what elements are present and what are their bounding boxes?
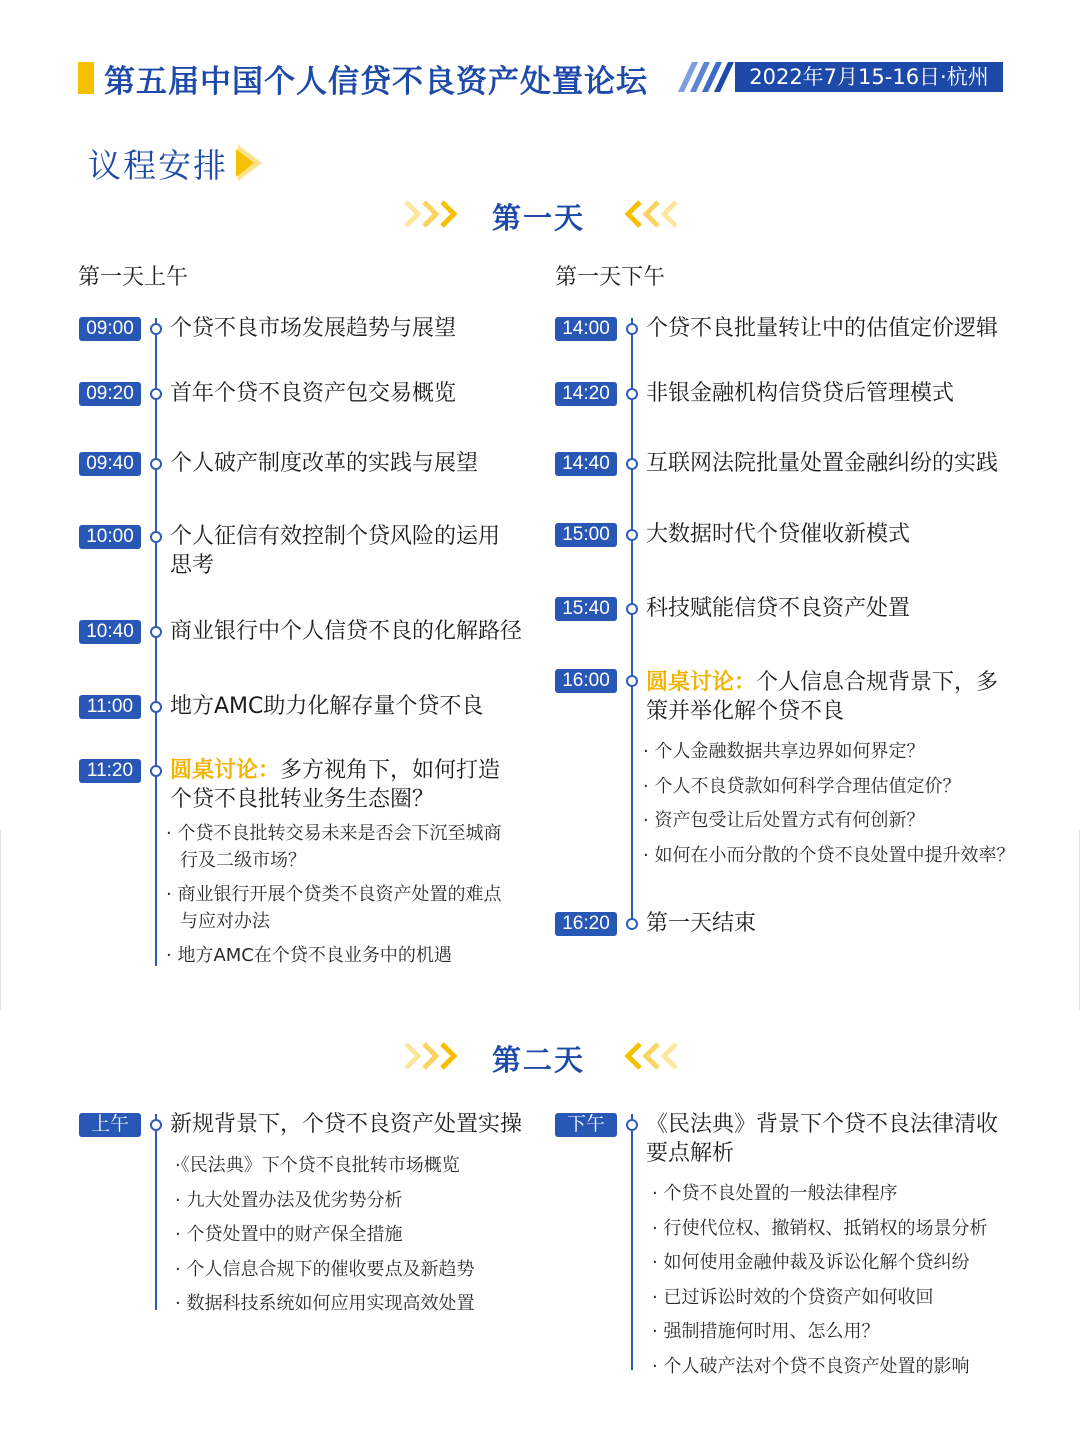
- time-badge: 16:00: [555, 669, 617, 693]
- day1-morning-timeline: [155, 318, 157, 966]
- agenda-item: 第一天结束: [646, 911, 757, 936]
- agenda-item: 商业银行中个人信贷不良的化解路径: [170, 619, 523, 644]
- subtopic: · 个贷不良处置的一般法律程序: [652, 1183, 898, 1204]
- agenda-item-line: 要点解析: [646, 1141, 735, 1166]
- roundtable-item: [646, 668, 998, 726]
- subtopic: · 如何使用金融仲裁及诉讼化解个贷纠纷: [652, 1252, 970, 1273]
- time-badge: 10:40: [79, 620, 141, 644]
- day2-title: 第二天: [492, 1043, 586, 1077]
- roundtable-topic-line: 策并举化解个贷不良: [646, 699, 845, 724]
- subtopic: · 个贷不良批转交易未来是否会下沉至城商: [166, 823, 502, 844]
- timeline-dot: [626, 1119, 638, 1131]
- roundtable-topic-line: 个贷不良批转业务生态圈？: [170, 787, 435, 812]
- timeline-dot: [626, 918, 638, 930]
- timeline-dot: [150, 1119, 162, 1131]
- subtopic-list: [175, 1149, 474, 1322]
- timeline-dot: [626, 458, 638, 470]
- timeline-dot: [626, 603, 638, 615]
- agenda-item-line: 《民法典》背景下个贷不良法律清收: [646, 1112, 999, 1137]
- agenda-item: 互联网法院批量处置金融纠纷的实践: [646, 451, 999, 476]
- session-badge: 下午: [555, 1113, 617, 1137]
- header-stripes-decoration: [678, 62, 738, 92]
- roundtable-item: [170, 756, 500, 814]
- header-accent-bar: [78, 62, 94, 94]
- day2-morning-timeline: [155, 1114, 157, 1310]
- time-badge: 09:40: [79, 452, 141, 476]
- timeline-dot: [150, 626, 162, 638]
- subtopic: · 个人信息合规下的催收要点及新趋势: [175, 1258, 475, 1280]
- time-badge: 15:00: [555, 523, 617, 547]
- subtopic: · 行使代位权、撤销权、抵销权的场景分析: [652, 1217, 988, 1239]
- subtopic-list: [652, 1177, 987, 1384]
- agenda-item: [170, 522, 500, 580]
- time-badge: 09:20: [79, 382, 141, 406]
- time-badge: 11:00: [79, 695, 141, 719]
- timeline-dot: [150, 458, 162, 470]
- time-badge: 14:40: [555, 452, 617, 476]
- session-badge: 上午: [79, 1113, 141, 1137]
- section-title: 议程安排: [88, 146, 228, 185]
- agenda-item: 地方AMC助力化解存量个贷不良: [170, 694, 484, 719]
- event-date-location: 2022年7月15-16日·杭州: [735, 62, 1003, 92]
- subtopic: · 个人破产法对个贷不良资产处置的影响: [652, 1355, 970, 1377]
- page-title: 第五届中国个人信贷不良资产处置论坛: [104, 64, 648, 100]
- chevron-left-decoration: [612, 1038, 678, 1074]
- timeline-dot: [626, 388, 638, 400]
- agenda-item-line: 思考: [170, 553, 215, 578]
- play-arrow-icon: [234, 143, 264, 183]
- agenda-item: 个贷不良批量转让中的估值定价逻辑: [646, 316, 999, 341]
- day1-morning-label: 第一天上午: [78, 265, 189, 290]
- time-badge: 09:00: [79, 317, 141, 341]
- roundtable-prefix: 圆桌讨论：: [646, 670, 757, 695]
- agenda-item: 大数据时代个贷催收新模式: [646, 522, 911, 547]
- day2-afternoon-timeline: [631, 1114, 633, 1370]
- chevron-right-decoration: [404, 1038, 470, 1074]
- subtopic-cont: 与应对办法: [180, 911, 270, 932]
- page-edge-line: [0, 830, 1, 1010]
- agenda-item: 非银金融机构信贷贷后管理模式: [646, 381, 955, 406]
- subtopic: · 商业银行开展个贷类不良资产处置的难点: [166, 884, 502, 905]
- day1-afternoon-label: 第一天下午: [555, 265, 666, 290]
- timeline-dot: [150, 765, 162, 777]
- timeline-dot: [626, 323, 638, 335]
- agenda-item: 科技赋能信贷不良资产处置: [646, 596, 911, 621]
- subtopic: · 个贷处置中的财产保全措施: [175, 1224, 403, 1245]
- time-badge: 16:20: [555, 912, 617, 936]
- timeline-dot: [150, 323, 162, 335]
- roundtable-topic: 多方视角下，如何打造: [280, 758, 501, 783]
- subtopic: ·《民法典》下个贷不良批转市场概览: [175, 1155, 460, 1176]
- subtopic: · 如何在小而分散的个贷不良处置中提升效率？: [643, 844, 1015, 866]
- chevron-right-decoration: [404, 196, 470, 232]
- agenda-item: 首年个贷不良资产包交易概览: [170, 381, 457, 406]
- agenda-item: [646, 1110, 998, 1168]
- time-badge: 14:00: [555, 317, 617, 341]
- subtopic-list: [166, 820, 501, 969]
- subtopic: · 九大处置办法及优劣势分析: [175, 1189, 403, 1211]
- timeline-dot: [626, 675, 638, 687]
- time-badge: 11:20: [79, 759, 141, 783]
- chevron-left-decoration: [612, 196, 678, 232]
- agenda-item: 个贷不良市场发展趋势与展望: [170, 316, 457, 341]
- timeline-dot: [150, 531, 162, 543]
- agenda-item: 新规背景下，个贷不良资产处置实操: [170, 1112, 523, 1137]
- timeline-dot: [150, 701, 162, 713]
- subtopic-list: [643, 735, 1014, 873]
- agenda-item: 个人破产制度改革的实践与展望: [170, 451, 479, 476]
- subtopic-cont: 行及二级市场？: [180, 850, 306, 871]
- timeline-dot: [150, 388, 162, 400]
- agenda-item-line: 个人征信有效控制个贷风险的运用: [170, 524, 501, 549]
- day1-afternoon-timeline: [631, 318, 633, 928]
- subtopic: · 已过诉讼时效的个贷资产如何收回: [652, 1286, 934, 1308]
- subtopic: · 个人金融数据共享边界如何界定？: [643, 741, 925, 762]
- subtopic: · 数据科技系统如何应用实现高效处置: [175, 1293, 475, 1314]
- subtopic: · 地方AMC在个贷不良业务中的机遇: [166, 945, 452, 966]
- time-badge: 14:20: [555, 382, 617, 406]
- subtopic: · 资产包受让后处置方式有何创新？: [643, 810, 925, 831]
- timeline-dot: [626, 529, 638, 541]
- time-badge: 15:40: [555, 597, 617, 621]
- subtopic: · 强制措施何时用、怎么用？: [652, 1321, 880, 1342]
- roundtable-prefix: 圆桌讨论：: [170, 758, 281, 783]
- time-badge: 10:00: [79, 525, 141, 549]
- day1-title: 第一天: [492, 201, 586, 235]
- roundtable-topic: 个人信息合规背景下，多: [756, 670, 999, 695]
- subtopic: · 个人不良贷款如何科学合理估值定价？: [643, 775, 961, 797]
